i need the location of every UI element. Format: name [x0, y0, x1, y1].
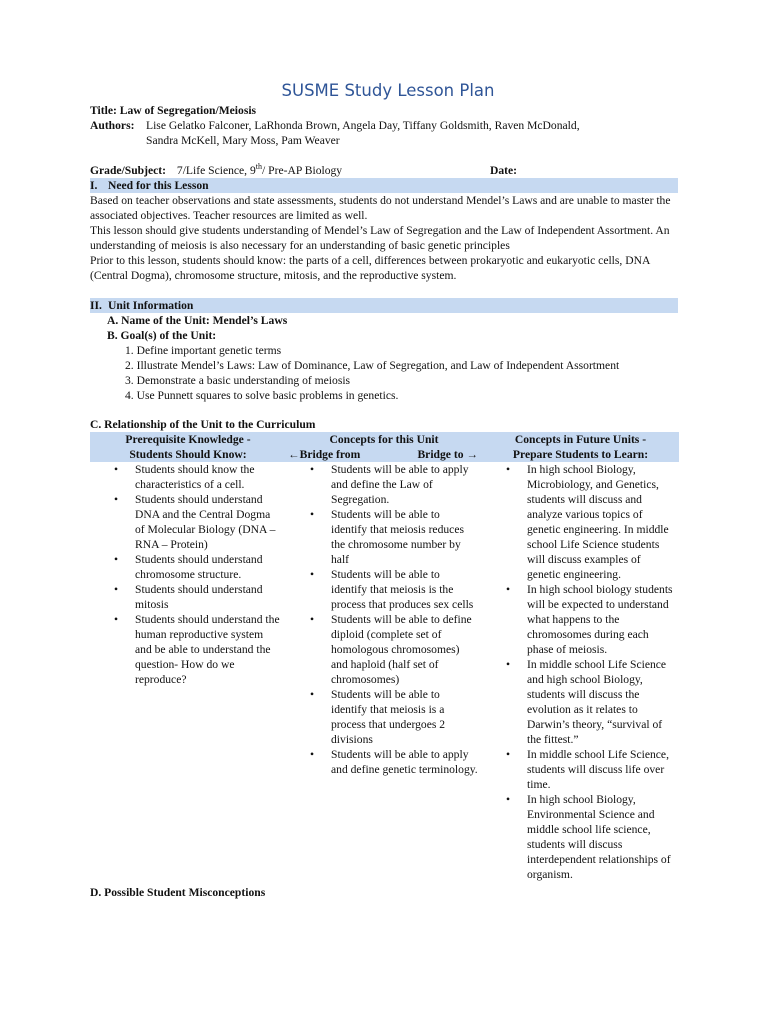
document-title: SUSME Study Lesson Plan	[281, 81, 495, 100]
curriculum-heading: C. Relationship of the Unit to the Curriculum	[90, 418, 316, 431]
list-item: • Students will be able to identify that meiosis is a process that undergoes 2 divisions	[286, 687, 478, 747]
authors-line: Lise Gelatko Falconer, LaRhonda Brown, Angela Day, Tiffany Goldsmith, Raven McDonald,	[146, 119, 580, 132]
grade-value: 7/Life Science, 9th/ Pre-AP Biology	[176, 162, 343, 177]
list-item: • In high school biology students will be expected to understand what happens to the chromosomes during each phase of meiosis.	[482, 582, 675, 657]
list-item: • In high school Biology, Microbiology, and Genetics, students will discuss and analyze various topics of genetic engineering. In middle school Life Science students will discuss examples of genetic engineering.	[482, 462, 675, 582]
misconceptions-heading: D. Possible Student Misconceptions	[90, 886, 266, 899]
bridge-to-label: Bridge to →	[417, 448, 478, 461]
grade-label: Grade/Subject:	[90, 164, 166, 177]
list-item: • In middle school Life Science, students will discuss life over time.	[482, 747, 675, 792]
goal-item: 2. Illustrate Mendel’s Laws: Law of Dominance, Law of Segregation, and Law of Independent Assortment	[125, 359, 620, 372]
grade-subject-row	[90, 163, 678, 178]
future-units-column-header: Concepts in Future Units - Prepare Students to Learn:	[482, 432, 679, 462]
list-item: • Students will be able to apply and define genetic terminology.	[286, 747, 478, 777]
list-item: • Students will be able to identify that meiosis is the process that produces sex cells	[286, 567, 478, 612]
list-item: • Students should understand mitosis	[90, 582, 282, 612]
authors-value	[144, 118, 580, 148]
goal-item: 1. Define important genetic terms	[125, 344, 282, 357]
concepts-list	[286, 462, 482, 777]
bridge-from-label: ←Bridge from	[288, 448, 361, 461]
prerequisite-list	[90, 462, 286, 687]
goals-heading: B. Goal(s) of the Unit:	[107, 329, 217, 342]
list-item: • Students will be able to identify that meiosis reduces the chromosome number by half	[286, 507, 478, 567]
title-value: Law of Segregation/Meiosis	[119, 104, 257, 117]
prerequisite-column-header: Prerequisite Knowledge - Students Should Know:	[90, 432, 286, 462]
concepts-column-header: Concepts for this Unit ←Bridge from Bridge to →	[286, 432, 482, 462]
section-need-heading: I. Need for this Lesson	[90, 178, 678, 193]
lesson-plan-page	[90, 80, 678, 900]
list-item: • Students will be able to apply and define the Law of Segregation.	[286, 462, 478, 507]
authors-label: Authors:	[90, 119, 135, 132]
authors-line: Sandra McKell, Mary Moss, Pam Weaver	[146, 134, 340, 147]
list-item: • Students should understand chromosome structure.	[90, 552, 282, 582]
list-item: • In middle school Life Science and high school Biology, students will discuss the evolution as it relates to Darwin’s theory, “survival of the fittest.”	[482, 657, 675, 747]
list-item: • Students will be able to define diploid (complete set of homologous chromosomes) and haploid (half set of chromosomes)	[286, 612, 478, 687]
authors-row	[90, 118, 678, 148]
list-item: • In high school Biology, Environmental Science and middle school life science, students will discuss interdependent relationships of organism.	[482, 792, 675, 882]
list-item: • Students should know the characteristics of a cell.	[90, 462, 282, 492]
title-row	[90, 103, 678, 118]
unit-name: A. Name of the Unit: Mendel’s Laws	[107, 314, 288, 327]
section-unit-heading: II. Unit Information	[90, 298, 678, 313]
goal-item: 4. Use Punnett squares to solve basic problems in genetics.	[125, 389, 399, 402]
date-label: Date:	[490, 164, 518, 177]
curriculum-table	[90, 432, 679, 882]
title-label: Title:	[90, 104, 117, 117]
list-item: • Students should understand DNA and the Central Dogma of Molecular Biology (DNA – RNA – Protein)	[90, 492, 282, 552]
future-units-list	[482, 462, 679, 882]
goal-item: 3. Demonstrate a basic understanding of meiosis	[125, 374, 351, 387]
need-paragraph: This lesson should give students understanding of Mendel’s Law of Segregation and the Law of Independent Assortment. An understanding of meiosis is also necessary for an understanding of basic genetic principles	[90, 224, 670, 252]
need-paragraph: Prior to this lesson, students should know: the parts of a cell, differences between prokaryotic and eukaryotic cells, DNA (Central Dogma), chromosome structure, mitosis, and the reproductive system.	[90, 254, 650, 282]
list-item: • Students should understand the human reproductive system and be able to understand the question- How do we reproduce?	[90, 612, 282, 687]
goals-list	[90, 343, 678, 403]
need-paragraph: Based on teacher observations and state assessments, students do not understand Mendel’s Laws and are unable to master the associated objectives. Teacher resources are limited as well.	[90, 194, 671, 222]
